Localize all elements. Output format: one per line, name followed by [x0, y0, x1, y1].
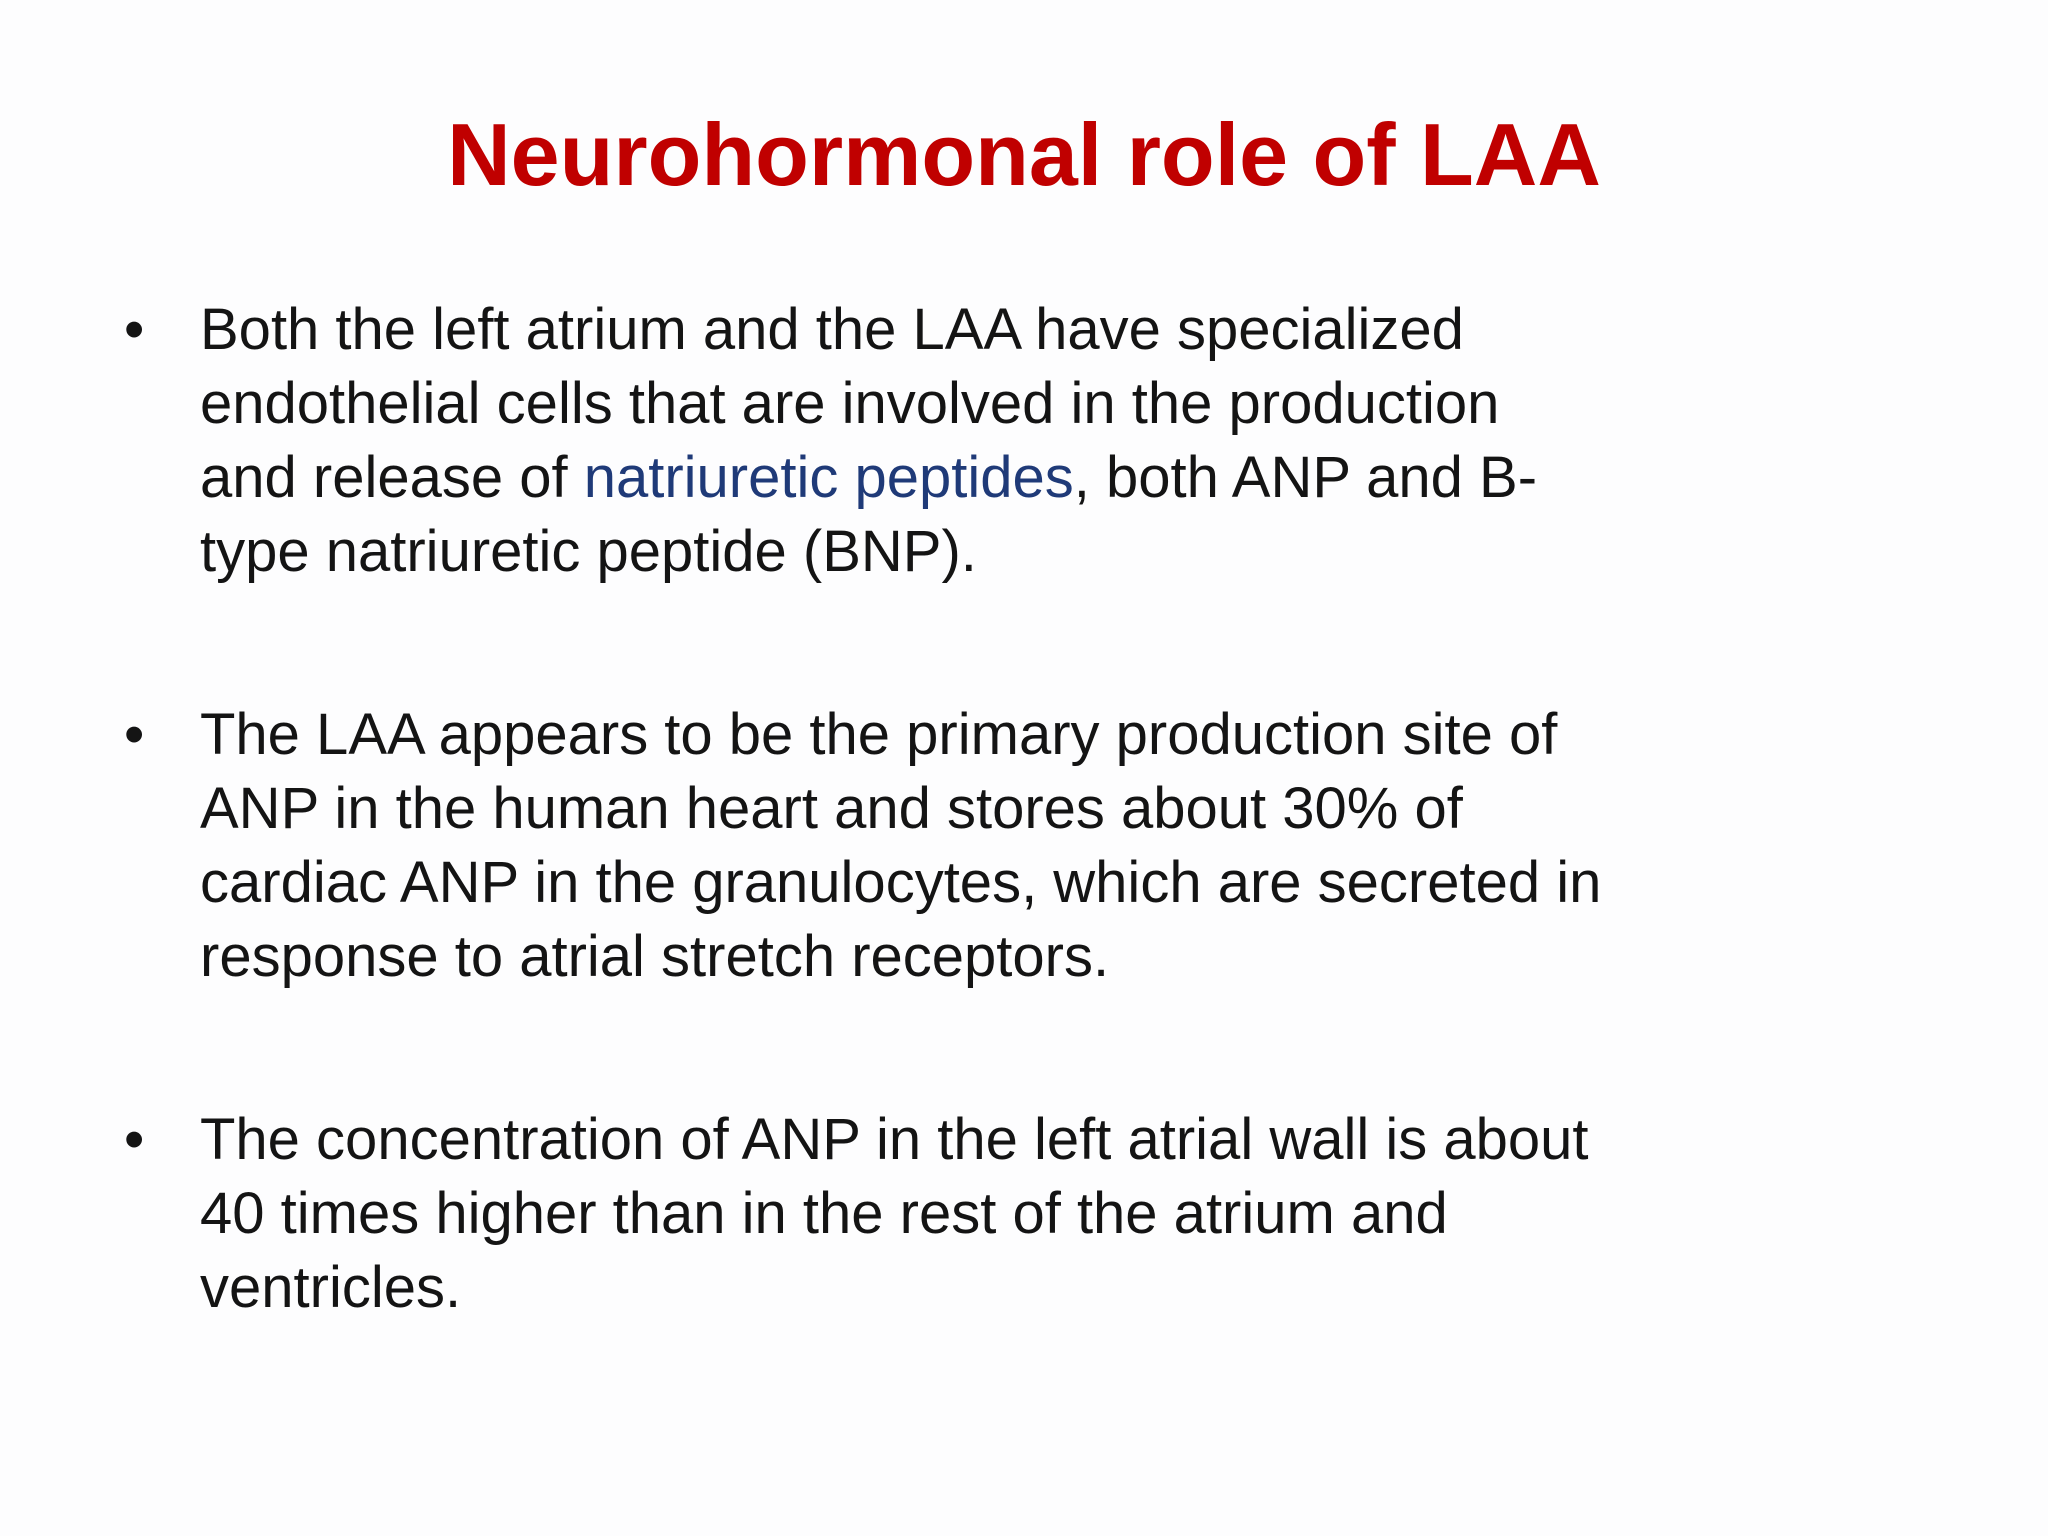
bullet-icon: • [124, 297, 145, 362]
bullet-text [200, 293, 1537, 589]
bullet-line: The LAA appears to be the primary production site of [200, 702, 1558, 767]
bullet-text [200, 1103, 1589, 1325]
text-segment: and release of [200, 445, 584, 510]
bullet-text [200, 698, 1601, 994]
bullet-line: 40 times higher than in the rest of the atrium and [200, 1181, 1448, 1246]
slide-title: Neurohormonal role of LAA [447, 105, 1601, 204]
bullet-line: Both the left atrium and the LAA have specialized [200, 297, 1464, 362]
bullet-line: ANP in the human heart and stores about 30% of [200, 776, 1463, 841]
bullet-line: cardiac ANP in the granulocytes, which are secreted in [200, 850, 1602, 915]
bullet-line [200, 441, 1537, 515]
bullet-line: response to atrial stretch receptors. [200, 924, 1110, 989]
bullet-icon: • [124, 702, 145, 767]
bullet-line: endothelial cells that are involved in the production [200, 371, 1500, 436]
bullet-line: The concentration of ANP in the left atrial wall is about [200, 1107, 1589, 1172]
bullet-icon: • [124, 1107, 145, 1172]
bullet-line: type natriuretic peptide (BNP). [200, 519, 977, 584]
natriuretic-peptides-link[interactable]: natriuretic peptides [583, 445, 1074, 510]
text-segment: , both ANP and B- [1073, 445, 1538, 510]
bullet-line: ventricles. [200, 1255, 462, 1320]
